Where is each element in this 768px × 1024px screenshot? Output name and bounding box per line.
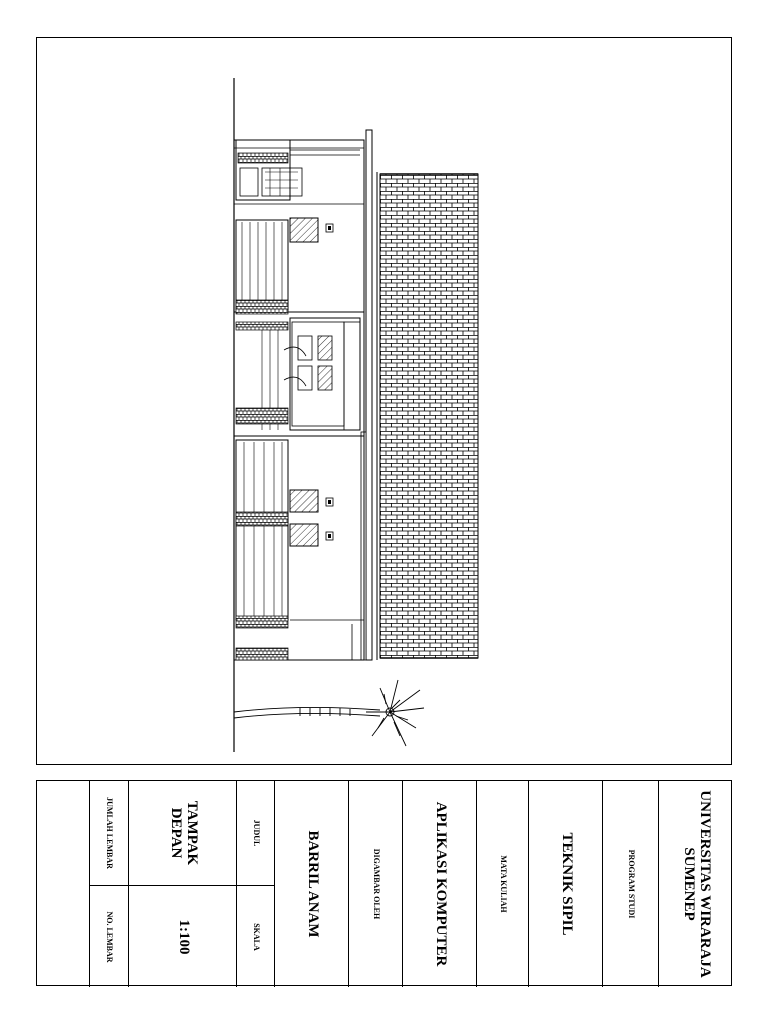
program-studi-value: TEKNIK SIPIL: [558, 832, 575, 936]
program-studi-label-cell: [603, 781, 658, 987]
jumlah-lembar-label: JUMLAH LEMBAR: [105, 797, 115, 869]
digambar-oleh-label-cell: [349, 781, 402, 987]
title-block: [36, 780, 732, 986]
skala-label-cell: [237, 886, 274, 987]
skala-label: SKALA: [251, 922, 261, 951]
mata-kuliah-value-cell: [403, 781, 476, 987]
palm-tree: [234, 680, 424, 746]
no-lembar-label-cell: [90, 886, 128, 987]
judul-label-cell: [237, 781, 274, 885]
judul-label: JUDUL: [251, 819, 261, 847]
digambar-oleh-value: BARRIL ANAM: [304, 830, 321, 938]
program-studi-value-cell: [529, 781, 602, 987]
skala-value: 1:100: [175, 919, 192, 954]
digambar-oleh-value-cell: [275, 781, 348, 987]
mata-kuliah-label: MATA KULIAH: [498, 855, 508, 913]
fascia: [366, 130, 372, 660]
roof-tiles: [380, 174, 478, 658]
mata-kuliah-label-cell: [477, 781, 528, 987]
program-studi-label: PROGRAM STUDI: [626, 849, 636, 919]
mata-kuliah-value: APLIKASI KOMPUTER: [432, 801, 449, 967]
institution-cell: [659, 781, 733, 987]
institution-name: UNIVERSITAS WIRARAJA SUMENEP: [681, 790, 713, 978]
no-lembar-label: NO. LEMBAR: [105, 910, 115, 963]
jumlah-lembar-label-cell: [90, 781, 128, 885]
skala-value-cell: [129, 886, 236, 987]
digambar-oleh-label: DIGAMBAR OLEH: [371, 848, 381, 920]
judul-value-cell: [129, 781, 236, 885]
judul-value: TAMPAK DEPAN: [167, 800, 200, 866]
empty-sheet-number-cell: [37, 781, 89, 987]
